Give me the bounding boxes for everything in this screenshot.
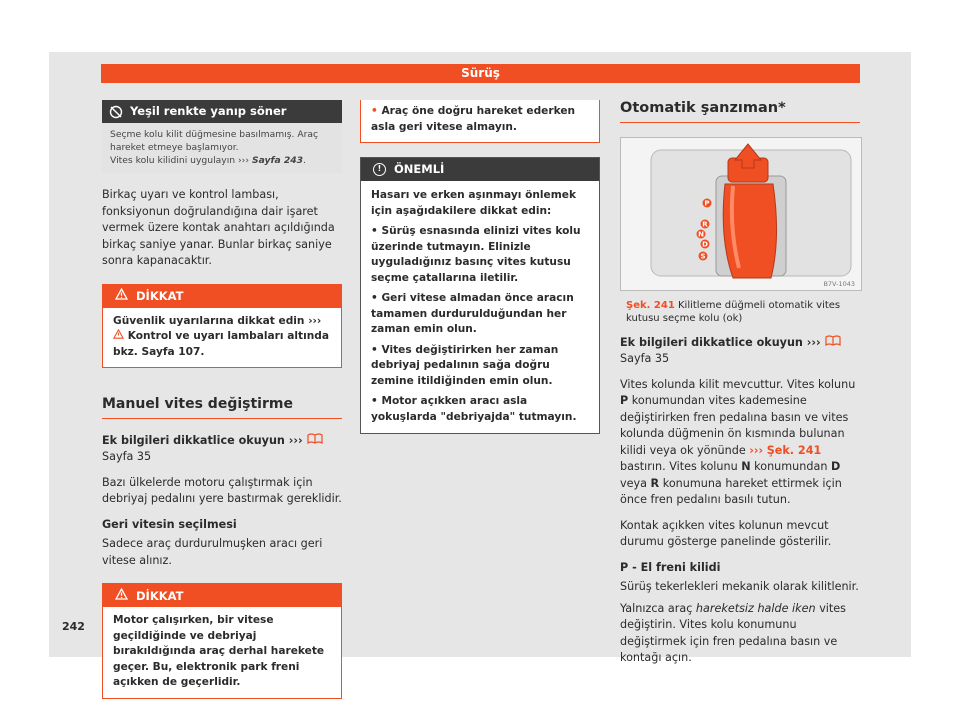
nav-arrows: ›››	[288, 433, 303, 447]
warning-lamp-line2	[110, 155, 336, 168]
notice-item: • Motor açıkken aracı asla yokuşlarda "debriyajda" tutmayın.	[371, 395, 577, 423]
paragraph-reverse: Sadece araç durdurulmuşken aracı geri vitese alınız.	[102, 537, 323, 567]
notice-label: ÖNEMLİ	[394, 162, 445, 177]
text: vites değiştirin. Vites kolu konumunu değiştirmek için fren pedalına basın ve kontağı açın.	[620, 601, 847, 664]
page-number: 242	[62, 620, 85, 633]
caution-text: Motor çalışırken, bir vitese geçildiğinde ve debriyaj bırakıldığında araç derhal harekete geçer. Bu, elektronik park freni açıkken de geçerlidir.	[113, 614, 325, 689]
notice-header	[361, 158, 599, 181]
warning-lamp-body	[102, 123, 342, 173]
column-2	[360, 100, 600, 434]
page-link[interactable]: Sayfa 243	[251, 154, 304, 166]
intro-paragraph: Birkaç uyarı ve kontrol lambası, fonksiyonun doğrulandığına dair işaret vermek üzere kontak anahtarı açıldığında birkaç saniye yanar. Bunlar birkaç saniye sonra kapanacaktır.	[102, 188, 335, 268]
subhead-text: - El freni kilidi	[632, 560, 721, 574]
warning-lamp-line1: Seçme kolu kilit düğmesine basılmamış. Araç hareket etmeye başlamıyor.	[110, 129, 319, 153]
paragraph-wheels: Sürüş tekerlekleri mekanik olarak kilitlenir.	[620, 580, 859, 593]
column-1	[102, 100, 342, 699]
gear-lever-illustration	[621, 138, 861, 290]
notice-item-text: Motor açıkken aracı asla yokuşlarda "debriyajda" tutmayın.	[371, 395, 577, 423]
gear-letter: D	[702, 240, 708, 248]
line2-prefix: Vites kolu kilidini uygulayın	[110, 154, 236, 166]
book-icon	[307, 434, 323, 447]
italic-text: hareketsiz halde iken	[695, 601, 816, 615]
column-3	[620, 100, 860, 676]
section-title-automatic: Otomatik şanzıman*	[620, 100, 860, 123]
chapter-title: Sürüş	[461, 66, 500, 80]
warning-lamp-title: Yeşil renkte yanıp söner	[130, 104, 287, 119]
bullet-text: Araç öne doğru hareket ederken asla geri vitese almayın.	[371, 105, 576, 133]
paragraph-clutch: Bazı ülkelerde motoru çalıştırmak için debriyaj pedalını yere bastırmak gereklidir.	[102, 475, 342, 506]
caution-label: DİKKAT	[136, 289, 184, 304]
gear-p: P	[620, 560, 629, 574]
gear-d: D	[830, 460, 841, 473]
notice-body	[361, 181, 599, 433]
text: konumuna hareket ettirmek için önce fren pedalını basılı tutun.	[620, 476, 842, 506]
section-title-manual: Manuel vites değiştirme	[102, 396, 342, 419]
gear-letter: S	[700, 252, 706, 260]
caution-box-1	[102, 284, 342, 369]
info-prefix: Ek bilgileri dikkatlice okuyun	[102, 433, 285, 447]
caution-box-2	[102, 583, 342, 699]
paragraph-lock	[620, 377, 860, 509]
paragraph-stationary	[620, 601, 860, 667]
notice-item: • Sürüş esnasında elinizi vites kolu üzerinde tutmayın. Elinizle uyguladığınız basınç vites kutusu seçme çatallarına iletilir.	[371, 225, 581, 284]
nav-arrows: ›››	[749, 443, 764, 457]
notice-box	[360, 157, 600, 434]
warning-triangle-icon	[115, 288, 128, 305]
caution-continuation	[360, 100, 600, 143]
warning-lamp-header	[102, 100, 342, 123]
info-circle-icon: !	[373, 163, 386, 176]
line2-suffix: .	[303, 154, 306, 166]
subhead-reverse: Geri vitesin seçilmesi	[102, 517, 237, 531]
bullet-icon: •	[371, 105, 378, 117]
text: veya	[620, 476, 647, 490]
figure-link[interactable]: Şek. 241	[766, 443, 822, 457]
chapter-header	[101, 64, 860, 83]
text: konumundan	[754, 460, 828, 473]
gear-letter: P	[704, 199, 710, 207]
paragraph-display: Kontak açıkken vites kolunun mevcut durumu gösterge panelinde gösterilir.	[620, 518, 832, 548]
text: Yalnızca araç	[620, 601, 693, 615]
gear-n: N	[741, 460, 751, 473]
page-link[interactable]: Sayfa 35	[620, 352, 670, 365]
text: bastırın. Vites kolunu	[620, 460, 738, 473]
text: Vites kolunda kilit mevcuttur. Vites kolunu	[620, 377, 856, 391]
notice-item-text: Geri vitese almadan önce aracın tamamen durdurulduğundan her zaman emin olun.	[371, 292, 574, 335]
nav-arrows: ›››	[308, 314, 322, 327]
notice-item: • Vites değiştirirken her zaman debriyaj pedalının sağa doğru zemine itildiğinden emin olun.	[371, 343, 559, 387]
caution-text-a: Güvenlik uyarılarına dikkat edin	[113, 314, 305, 327]
notice-item: • Geri vitese almadan önce aracın tamamen durdurulduğundan her zaman emin olun.	[371, 292, 574, 335]
book-icon	[825, 336, 841, 349]
notice-item-text: Vites değiştirirken her zaman debriyaj pedalının sağa doğru zemine itildiğinden emin olun.	[371, 343, 559, 387]
caption-text: Kilitleme düğmeli otomatik vites kutusu seçme kolu (ok)	[626, 299, 841, 324]
info-prefix: Ek bilgileri dikkatlice okuyun	[620, 335, 803, 349]
warning-triangle-icon	[115, 588, 128, 605]
notice-item-text: Sürüş esnasında elinizi vites kolu üzerinde tutmayın. Elinizle uyguladığınız basınç vites kutusu seçme çatallarına iletilir.	[371, 225, 581, 284]
figure-caption	[620, 299, 860, 325]
gear-lever-lamp-icon	[102, 105, 130, 119]
info-line	[620, 335, 860, 368]
figure-code: B7V-1043	[823, 279, 855, 288]
caution-header	[103, 285, 341, 308]
gear-r: R	[650, 476, 660, 490]
notice-intro: Hasarı ve erken aşınmayı önlemek için aşağıdakilere dikkat edin:	[371, 189, 576, 217]
page-link[interactable]: Sayfa 35	[102, 450, 152, 464]
caution-header	[103, 584, 341, 607]
nav-arrows: ›››	[806, 335, 821, 349]
gear-letter: R	[702, 220, 708, 228]
gear-p: P	[620, 394, 629, 407]
caution-label: DİKKAT	[136, 588, 184, 603]
subhead-park	[620, 560, 860, 577]
info-line	[102, 433, 342, 466]
warning-lamp-box	[102, 100, 342, 173]
nav-arrows: ›››	[238, 154, 250, 166]
gear-letter: N	[698, 230, 704, 238]
caution-bullet	[361, 100, 599, 142]
text: konumundan vites kademesine değiştirirken fren pedalına basın ve vites kolunda düğmenin ön kısmında bulunan kilidi veya ok yönünde	[620, 394, 849, 457]
caution-text	[103, 308, 341, 368]
figure-ref: Şek. 241	[626, 299, 675, 311]
caution-text-b: Kontrol ve uyarı lambaları altında bkz. Sayfa 107.	[113, 330, 329, 358]
figure-gear-lever	[620, 137, 862, 291]
inline-warning-triangle-icon	[113, 330, 124, 342]
